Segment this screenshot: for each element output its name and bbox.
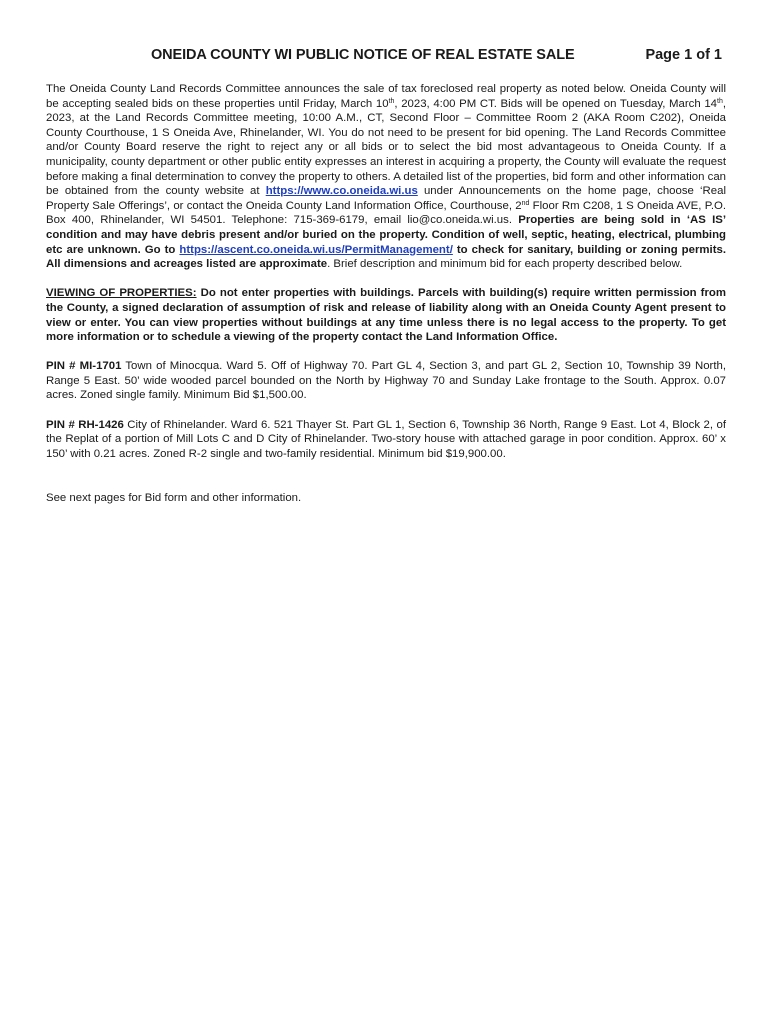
property-description: City of Rhinelander. Ward 6. 521 Thayer St. Part GL 1, Section 6, Township 36 North, Range 9 East. Lot 4, Block 2, of the Replat of a portion of Mill Lots C and D City of Rhinelander. Two-story house with attached garage in poor condition. Approx. 60’ x 150’ with 0.21 acres. Zoned R-2 single and two-family residential. Minimum bid $19,900.00.	[46, 418, 726, 460]
permit-management-link[interactable]: https://ascent.co.oneida.wi.us/PermitManagement/	[179, 243, 453, 256]
dimensions-warning: to check for sanitary, building or zoning permits. All dimensions and acreages listed are approximate	[46, 243, 726, 271]
intro-text: Floor Rm C208, 1 S Oneida AVE, P.O. Box 400, Rhinelander, WI 54501. Telephone: 715-369-6179, email lio@co.oneida.wi.us.	[46, 199, 727, 227]
intro-text: , 2023, at the Land Records Committee meeting, 10:00 A.M., CT, Second Floor – Committee Room 2 (AKA Room C202), Oneida County Courthouse, 1 S Oneida Ave, Rhinelander, WI. You do not need to be present for bid opening. The Land Records Committee and/or County Board reserve the right to reject any or all bids or to select the bid most advantageous to Oneida County. If a municipality, county department or other public entity expresses an interest in acquiring a property, the County will evaluate the request before making a final determination to convey the property to others. A detailed list of the properties, bid form and other information can be obtained from the county website at	[46, 97, 727, 198]
viewing-paragraph	[46, 286, 726, 344]
intro-text: The Oneida County Land Records Committee announces the sale of tax foreclosed real property as noted below. Oneida County will be accepting sealed bids on these properties until Friday, March 10	[46, 83, 726, 110]
ordinal-suffix: th	[388, 97, 395, 105]
property-pin: PIN # MI-1701	[46, 360, 122, 373]
intro-text: under Announcements on the home page, choose ‘Real Property Sale Offerings’, or contact the Oneida County Land Information Office, Courthouse, 2	[46, 185, 726, 212]
intro-text: . Brief description and minimum bid for each property described below.	[327, 258, 683, 271]
ordinal-suffix: th	[717, 97, 723, 105]
viewing-text: Do not enter properties with buildings. Parcels with building(s) require written permission from the County, a signed declaration of assumption of risk and release of liability along with an Oneida County Agent present to view or enter. You can view properties without buildings at any time unless there is no legal access to the property. To get more information or to schedule a viewing of the property contact the Land Information Office.	[46, 287, 726, 344]
county-website-link[interactable]: https://www.co.oneida.wi.us	[265, 185, 418, 198]
spacer	[46, 476, 726, 491]
footer-note: See next pages for Bid form and other information.	[46, 491, 302, 504]
as-is-warning: Properties are being sold in ‘AS IS’ condition and may have debris present and/or buried on the property. Condition of well, septic, heating, electrical, plumbing etc are unknown. Go to	[46, 214, 726, 256]
property-pin: PIN # RH-1426	[46, 418, 124, 431]
intro-paragraph	[46, 82, 726, 272]
property-listing	[46, 418, 726, 462]
notice-body	[46, 82, 726, 520]
page-number: Page 1 of 1	[645, 47, 722, 63]
ordinal-suffix: nd	[521, 199, 530, 207]
notice-title: ONEIDA COUNTY WI PUBLIC NOTICE OF REAL ESTATE SALE	[151, 47, 575, 63]
intro-text: , 2023, 4:00 PM CT. Bids will be opened on Tuesday, March 14	[394, 97, 717, 110]
property-listing	[46, 359, 726, 403]
page-header	[46, 47, 726, 67]
property-description: Town of Minocqua. Ward 5. Off of Highway 70. Part GL 4, Section 3, and part GL 2, Section 10, Township 39 North, Range 5 East. 50’ wide wooded parcel bounded on the North by Highway 70 and Sunday Lake frontage to the South. Approx. 0.07 acres. Zoned single family. Minimum Bid $1,500.00.	[46, 360, 726, 402]
viewing-label: VIEWING OF PROPERTIES:	[46, 287, 197, 300]
